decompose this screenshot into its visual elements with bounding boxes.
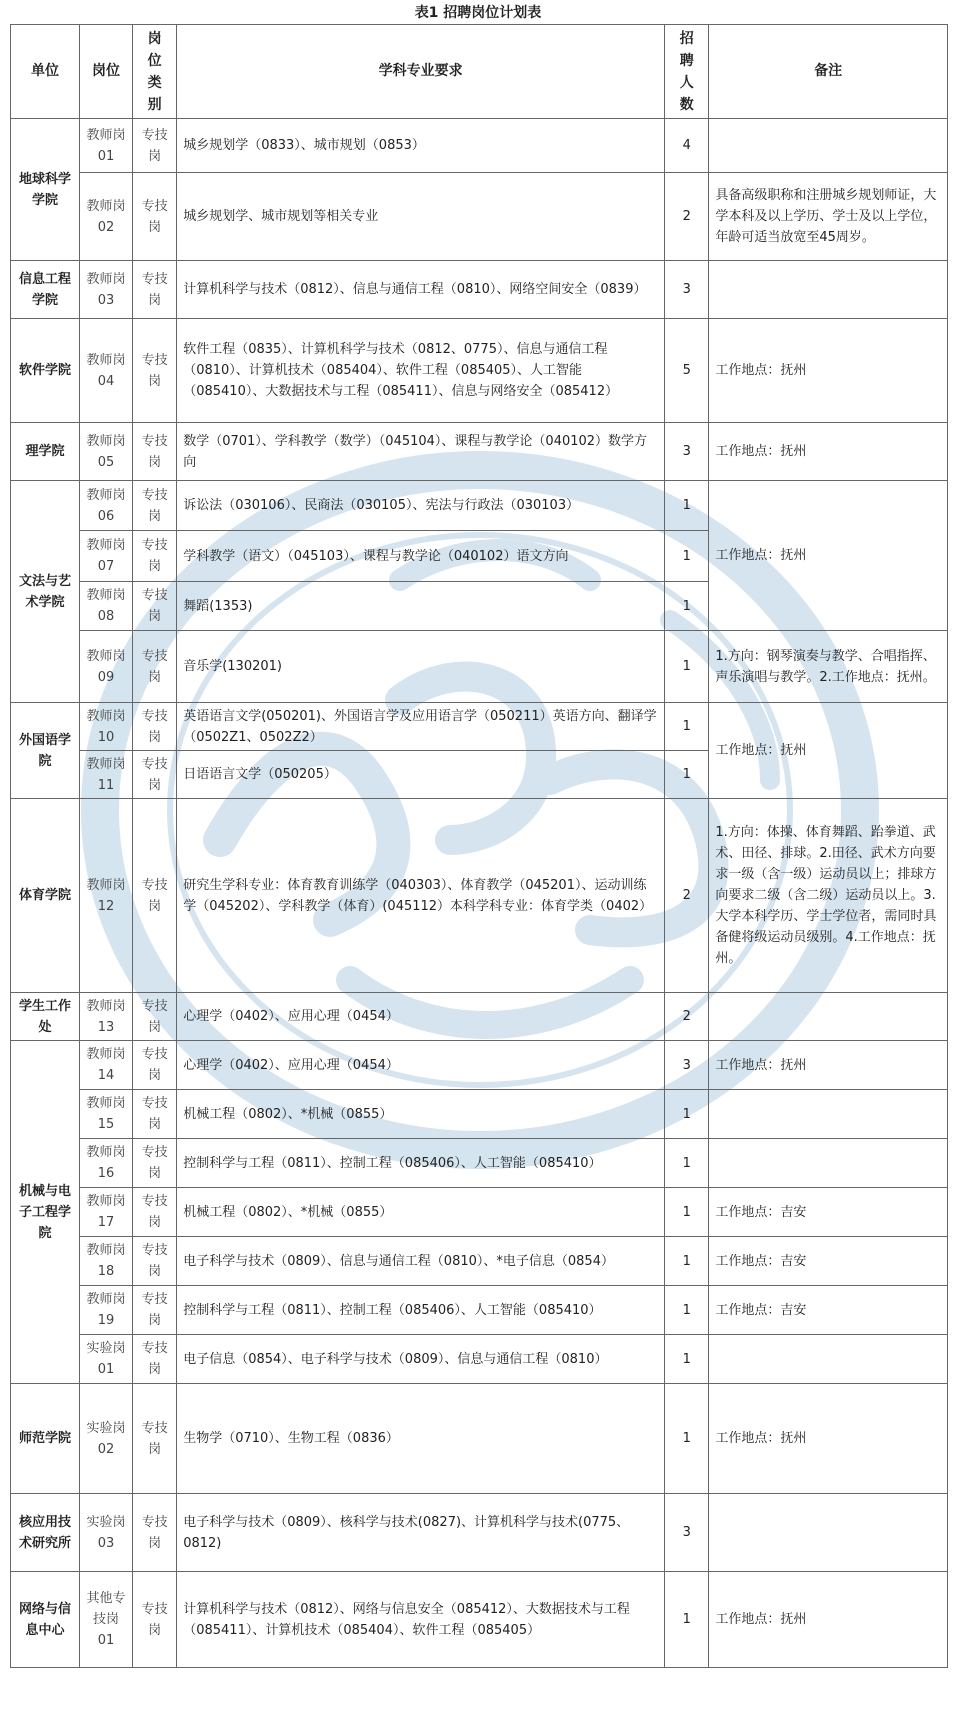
table-row	[11, 703, 948, 751]
post-type-cell: 专技岗	[132, 631, 176, 703]
unit-cell: 学生工作处	[11, 993, 80, 1041]
table-row	[11, 319, 948, 423]
post-cell: 实验岗03	[80, 1494, 133, 1572]
table-row	[11, 1090, 948, 1139]
note-cell: 工作地点：抚州	[709, 1384, 948, 1494]
count-cell: 1	[665, 751, 709, 799]
post-type-cell: 专技岗	[132, 1384, 176, 1494]
note-cell: 具备高级职称和注册城乡规划师证，大学本科及以上学历、学士及以上学位，年龄可适当放宽至45周岁。	[709, 173, 948, 261]
requirement-cell: 生物学（0710）、生物工程（0836）	[177, 1384, 665, 1494]
post-type-cell: 专技岗	[132, 1090, 176, 1139]
count-cell: 1	[665, 582, 709, 631]
post-type-cell: 专技岗	[132, 1286, 176, 1335]
table-row	[11, 1494, 948, 1572]
table-row	[11, 1041, 948, 1090]
post-type-cell: 专技岗	[132, 799, 176, 993]
count-cell: 1	[665, 1335, 709, 1384]
recruitment-plan-table	[10, 24, 948, 1668]
count-cell: 3	[665, 1494, 709, 1572]
requirement-cell: 控制科学与工程（0811）、控制工程（085406）、人工智能（085410）	[177, 1139, 665, 1188]
table-row	[11, 119, 948, 173]
post-cell: 教师岗15	[80, 1090, 133, 1139]
table-row	[11, 799, 948, 993]
note-cell: 工作地点：抚州	[709, 481, 948, 631]
requirement-cell: 心理学（0402）、应用心理（0454）	[177, 993, 665, 1041]
table-row	[11, 481, 948, 531]
count-cell: 4	[665, 119, 709, 173]
table-row	[11, 1286, 948, 1335]
requirement-cell: 计算机科学与技术（0812）、信息与通信工程（0810）、网络空间安全（0839）	[177, 261, 665, 319]
note-cell: 工作地点：抚州	[709, 1041, 948, 1090]
table-row	[11, 1139, 948, 1188]
table-row	[11, 1384, 948, 1494]
requirement-cell: 英语语言文学(050201)、外国语言学及应用语言学（050211）英语方向、翻译学（0502Z1、0502Z2）	[177, 703, 665, 751]
requirement-cell: 软件工程（0835）、计算机科学与技术（0812、0775）、信息与通信工程（0810）、计算机技术（085404）、软件工程（085405）、人工智能（085410）、大数据技术与工程（085411）、信息与网络安全（085412）	[177, 319, 665, 423]
post-type-cell: 专技岗	[132, 703, 176, 751]
table-row	[11, 993, 948, 1041]
unit-cell: 体育学院	[11, 799, 80, 993]
requirement-cell: 研究生学科专业：体育教育训练学（040303）、体育教学（045201）、运动训练学（045202）、学科教学（体育）(045112）本科学科专业：体育学类（0402）	[177, 799, 665, 993]
unit-cell: 网络与信息中心	[11, 1572, 80, 1668]
post-type-cell: 专技岗	[132, 1237, 176, 1286]
post-cell: 教师岗01	[80, 119, 133, 173]
post-cell: 教师岗11	[80, 751, 133, 799]
unit-cell: 核应用技术研究所	[11, 1494, 80, 1572]
count-cell: 1	[665, 1286, 709, 1335]
unit-cell: 文法与艺术学院	[11, 481, 80, 703]
note-cell	[709, 993, 948, 1041]
requirement-cell: 电子科学与技术（0809）、核科学与技术(0827)、计算机科学与技术(0775、0812)	[177, 1494, 665, 1572]
post-cell: 教师岗12	[80, 799, 133, 993]
note-cell: 工作地点：抚州	[709, 1572, 948, 1668]
post-type-cell: 专技岗	[132, 481, 176, 531]
header-requirement: 学科专业要求	[177, 25, 665, 119]
post-type-cell: 专技岗	[132, 1188, 176, 1237]
unit-cell: 师范学院	[11, 1384, 80, 1494]
post-type-cell: 专技岗	[132, 1494, 176, 1572]
post-cell: 教师岗09	[80, 631, 133, 703]
header-count: 招聘人数	[665, 25, 709, 119]
count-cell: 1	[665, 1090, 709, 1139]
note-cell: 1.方向：钢琴演奏与教学、合唱指挥、声乐演唱与教学。2.工作地点：抚州。	[709, 631, 948, 703]
post-cell: 教师岗14	[80, 1041, 133, 1090]
post-cell: 教师岗03	[80, 261, 133, 319]
note-cell	[709, 119, 948, 173]
requirement-cell: 机械工程（0802）、*机械（0855）	[177, 1090, 665, 1139]
note-cell	[709, 1335, 948, 1384]
header-post-type: 岗位类别	[132, 25, 176, 119]
count-cell: 1	[665, 531, 709, 582]
unit-cell: 机械与电子工程学院	[11, 1041, 80, 1384]
note-cell: 工作地点：吉安	[709, 1188, 948, 1237]
post-cell: 教师岗02	[80, 173, 133, 261]
requirement-cell: 电子信息（0854）、电子科学与技术（0809）、信息与通信工程（0810）	[177, 1335, 665, 1384]
unit-cell: 理学院	[11, 423, 80, 481]
post-type-cell: 专技岗	[132, 1041, 176, 1090]
post-cell: 教师岗16	[80, 1139, 133, 1188]
count-cell: 1	[665, 1188, 709, 1237]
count-cell: 1	[665, 1384, 709, 1494]
post-type-cell: 专技岗	[132, 1572, 176, 1668]
post-type-cell: 专技岗	[132, 531, 176, 582]
table-row	[11, 1237, 948, 1286]
post-cell: 实验岗02	[80, 1384, 133, 1494]
post-cell: 其他专技岗01	[80, 1572, 133, 1668]
post-cell: 教师岗18	[80, 1237, 133, 1286]
count-cell: 1	[665, 481, 709, 531]
post-type-cell: 专技岗	[132, 261, 176, 319]
post-cell: 教师岗05	[80, 423, 133, 481]
note-cell	[709, 1494, 948, 1572]
requirement-cell: 城乡规划学（0833）、城市规划（0853）	[177, 119, 665, 173]
note-cell	[709, 261, 948, 319]
note-cell: 工作地点：吉安	[709, 1286, 948, 1335]
post-type-cell: 专技岗	[132, 1139, 176, 1188]
post-cell: 教师岗17	[80, 1188, 133, 1237]
count-cell: 1	[665, 631, 709, 703]
count-cell: 3	[665, 261, 709, 319]
post-cell: 教师岗06	[80, 481, 133, 531]
table-row	[11, 261, 948, 319]
table-title: 表1 招聘岗位计划表	[414, 5, 542, 21]
post-type-cell: 专技岗	[132, 1335, 176, 1384]
unit-cell: 信息工程学院	[11, 261, 80, 319]
unit-cell: 软件学院	[11, 319, 80, 423]
post-type-cell: 专技岗	[132, 582, 176, 631]
count-cell: 1	[665, 703, 709, 751]
requirement-cell: 心理学（0402）、应用心理（0454）	[177, 1041, 665, 1090]
post-cell: 教师岗19	[80, 1286, 133, 1335]
post-cell: 教师岗13	[80, 993, 133, 1041]
count-cell: 1	[665, 1139, 709, 1188]
unit-cell: 地球科学学院	[11, 119, 80, 261]
post-type-cell: 专技岗	[132, 173, 176, 261]
post-type-cell: 专技岗	[132, 751, 176, 799]
table-row	[11, 1188, 948, 1237]
count-cell: 2	[665, 799, 709, 993]
requirement-cell: 电子科学与技术（0809）、信息与通信工程（0810）、*电子信息（0854）	[177, 1237, 665, 1286]
post-cell: 教师岗04	[80, 319, 133, 423]
count-cell: 3	[665, 423, 709, 481]
post-type-cell: 专技岗	[132, 119, 176, 173]
post-type-cell: 专技岗	[132, 319, 176, 423]
header-post: 岗位	[80, 25, 133, 119]
requirement-cell: 城乡规划学、城市规划等相关专业	[177, 173, 665, 261]
table-row	[11, 173, 948, 261]
count-cell: 1	[665, 1572, 709, 1668]
note-cell: 工作地点：抚州	[709, 319, 948, 423]
requirement-cell: 机械工程（0802）、*机械（0855）	[177, 1188, 665, 1237]
table-row	[11, 1335, 948, 1384]
count-cell: 2	[665, 993, 709, 1041]
count-cell: 2	[665, 173, 709, 261]
post-cell: 教师岗07	[80, 531, 133, 582]
table-row	[11, 631, 948, 703]
table-row	[11, 423, 948, 481]
requirement-cell: 计算机科学与技术（0812）、网络与信息安全（085412）、大数据技术与工程（085411）、计算机技术（085404）、软件工程（085405）	[177, 1572, 665, 1668]
count-cell: 5	[665, 319, 709, 423]
post-type-cell: 专技岗	[132, 993, 176, 1041]
requirement-cell: 舞蹈(1353)	[177, 582, 665, 631]
note-cell: 工作地点：吉安	[709, 1237, 948, 1286]
count-cell: 1	[665, 1237, 709, 1286]
header-unit: 单位	[11, 25, 80, 119]
post-cell: 教师岗08	[80, 582, 133, 631]
note-cell	[709, 1090, 948, 1139]
requirement-cell: 数学（0701）、学科教学（数学）（045104）、课程与教学论（040102）数学方向	[177, 423, 665, 481]
requirement-cell: 诉讼法（030106）、民商法（030105）、宪法与行政法（030103）	[177, 481, 665, 531]
table-header-row	[11, 25, 948, 119]
requirement-cell: 日语语言文学（050205）	[177, 751, 665, 799]
table-row	[11, 1572, 948, 1668]
post-type-cell: 专技岗	[132, 423, 176, 481]
header-note: 备注	[709, 25, 948, 119]
note-cell: 1.方向：体操、体育舞蹈、跆拳道、武术、田径、排球。2.田径、武术方向要求一级（含一级）运动员以上；排球方向要求二级（含二级）运动员以上。3.大学本科学历、学士学位者，需同时具备健将级运动员级别。4.工作地点：抚州。	[709, 799, 948, 993]
count-cell: 3	[665, 1041, 709, 1090]
requirement-cell: 音乐学(130201)	[177, 631, 665, 703]
post-cell: 实验岗01	[80, 1335, 133, 1384]
note-cell	[709, 1139, 948, 1188]
requirement-cell: 控制科学与工程（0811）、控制工程（085406）、人工智能（085410）	[177, 1286, 665, 1335]
requirement-cell: 学科教学（语文）（045103）、课程与教学论（040102）语文方向	[177, 531, 665, 582]
unit-cell: 外国语学院	[11, 703, 80, 799]
post-cell: 教师岗10	[80, 703, 133, 751]
note-cell: 工作地点：抚州	[709, 423, 948, 481]
note-cell: 工作地点：抚州	[709, 703, 948, 799]
